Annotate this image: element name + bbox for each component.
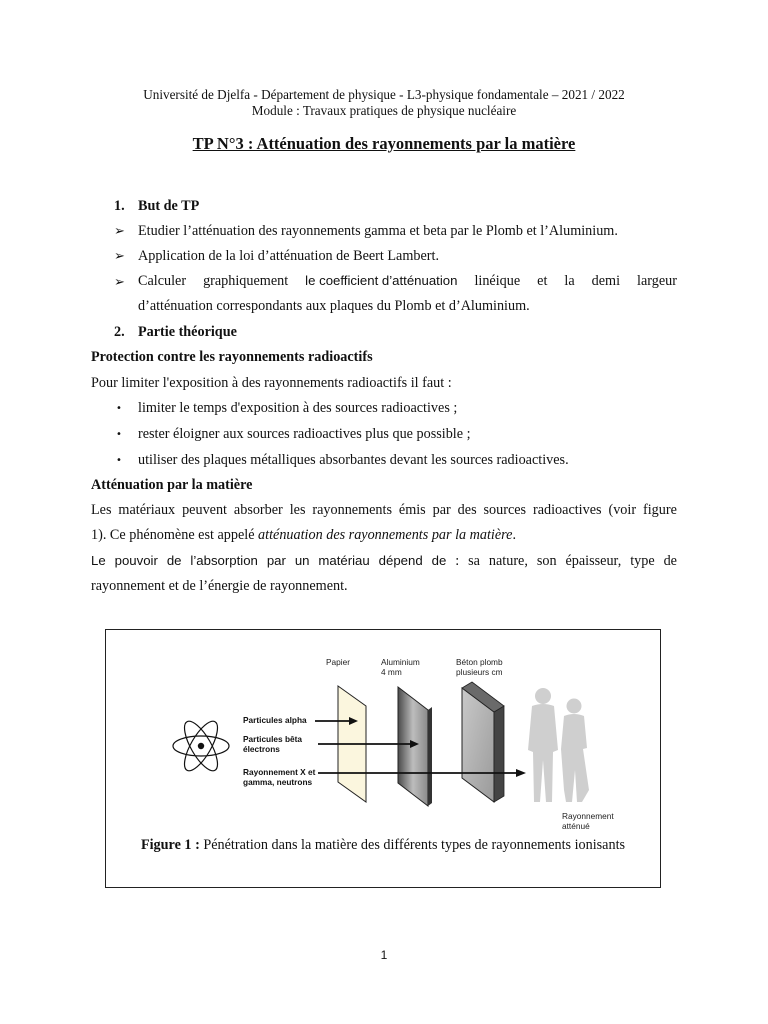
word: largeur [637, 273, 677, 289]
word: matériau [318, 553, 370, 568]
word: Le [91, 553, 106, 568]
word: les [289, 502, 306, 518]
word: de [431, 553, 447, 568]
atom-icon [173, 717, 229, 775]
word: demi [591, 273, 621, 289]
word: par [432, 502, 451, 518]
label-alpha: Particules alpha [243, 715, 307, 725]
bullet-dot-icon: • [116, 403, 122, 414]
section-1-number: 1. [114, 198, 125, 214]
word: nature, [488, 553, 528, 569]
word: dépend [378, 553, 423, 568]
label-beton-2: plusieurs cm [456, 667, 503, 677]
attenuation-paragraph-1-line-2 [91, 527, 516, 544]
figure-caption [106, 837, 660, 854]
bullet-dot-icon: • [116, 429, 122, 440]
page-title: TP N°3 : Atténuation des rayonnements par la matière [192, 134, 576, 153]
word: Les [91, 502, 112, 518]
word: sources [483, 502, 527, 518]
figure-caption-text: Pénétration dans la matière des différents types de rayonnements ionisants [199, 837, 626, 853]
label-beta-2: électrons [243, 744, 280, 754]
attenuation-paragraph-1-line-1 [91, 502, 677, 519]
word: radioactives [533, 502, 602, 518]
label-beta-1: Particules bêta [243, 734, 303, 744]
protection-item-2: rester éloigner aux sources radioactives plus que possible ; [138, 426, 471, 442]
figure-caption-label: Figure 1 : [140, 837, 200, 853]
word: et [537, 273, 548, 289]
protection-item-3: utiliser des plaques métalliques absorbantes devant les sources radioactives. [138, 452, 569, 468]
arrow-bullet-icon: ➢ [114, 275, 125, 290]
emphasis-text: atténuation des rayonnements par la matière [258, 527, 513, 543]
word: type [630, 553, 655, 569]
goal-item-3-line-1 [138, 273, 677, 290]
word: de [663, 553, 677, 569]
word: de [166, 553, 182, 568]
attenuation-paragraph-2-line-2: rayonnement et de l’énergie de rayonnement. [91, 578, 348, 594]
text-run: . [512, 527, 517, 543]
page-number: 1 [380, 948, 388, 962]
word: émis [398, 502, 426, 518]
word: : [455, 553, 460, 569]
word: l’absorption [190, 553, 258, 568]
word: linéique [474, 273, 521, 289]
word: peuvent [182, 502, 227, 518]
word: matériaux [118, 502, 176, 518]
label-aluminium-1: Aluminium [381, 657, 420, 667]
word: le coefficient d’atténuation [305, 273, 458, 288]
protection-intro: Pour limiter l'exposition à des rayonnements radioactifs il faut : [91, 375, 452, 391]
arrow-bullet-icon: ➢ [114, 224, 125, 239]
section-2-number: 2. [114, 324, 125, 340]
person-silhouettes-icon [528, 688, 589, 802]
word: un [294, 553, 310, 568]
figure-frame [105, 629, 661, 888]
word: pouvoir [114, 553, 158, 568]
bullet-dot-icon: • [116, 455, 122, 466]
section-1-heading: But de TP [138, 198, 200, 214]
attenuation-heading: Atténuation par la matière [91, 477, 253, 493]
word: des [457, 502, 477, 518]
label-beton-1: Béton plomb [456, 657, 503, 667]
word: figure [642, 502, 677, 518]
protection-item-1: limiter le temps d'exposition à des sources radioactives ; [138, 400, 458, 416]
section-2-heading: Partie théorique [138, 324, 237, 340]
header-line-1: Université de Djelfa - Département de physique - L3-physique fondamentale – 2021 / 2022 [143, 87, 625, 102]
word: par [266, 553, 286, 568]
label-aluminium-2: 4 mm [381, 667, 402, 677]
word: graphiquement [203, 273, 289, 289]
goal-item-2: Application de la loi d’atténuation de Beert Lambert. [138, 248, 439, 264]
label-attenue-1: Rayonnement [562, 811, 614, 821]
word: son [536, 553, 557, 569]
label-xray-1: Rayonnement X et [243, 767, 316, 777]
word: la [564, 273, 575, 289]
word: (voir [608, 502, 637, 518]
word: sa [468, 553, 480, 569]
concrete-block-side [494, 706, 504, 802]
alpha-arrow [315, 717, 358, 725]
arrow-bullet-icon: ➢ [114, 249, 125, 264]
goal-item-1: Etudier l’atténuation des rayonnements gamma et beta par le Plomb et l’Aluminium. [138, 223, 618, 239]
text-run: 1). Ce phénomène est appelé [91, 527, 259, 543]
label-attenue-2: atténué [562, 821, 590, 831]
aluminium-plate-edge [428, 707, 432, 806]
word: rayonnements [312, 502, 392, 518]
word: épaisseur, [565, 553, 622, 569]
label-xray-2: gamma, neutrons [243, 777, 313, 787]
word: Calculer [138, 273, 187, 289]
attenuation-paragraph-2-line-1 [91, 553, 677, 570]
label-papier: Papier [326, 657, 350, 667]
goal-item-3-line-2: d’atténuation correspondants aux plaques du Plomb et d’Aluminium. [138, 298, 530, 314]
header-line-2: Module : Travaux pratiques de physique nucléaire [251, 103, 517, 118]
protection-heading: Protection contre les rayonnements radioactifs [91, 349, 373, 365]
word: absorber [233, 502, 283, 518]
